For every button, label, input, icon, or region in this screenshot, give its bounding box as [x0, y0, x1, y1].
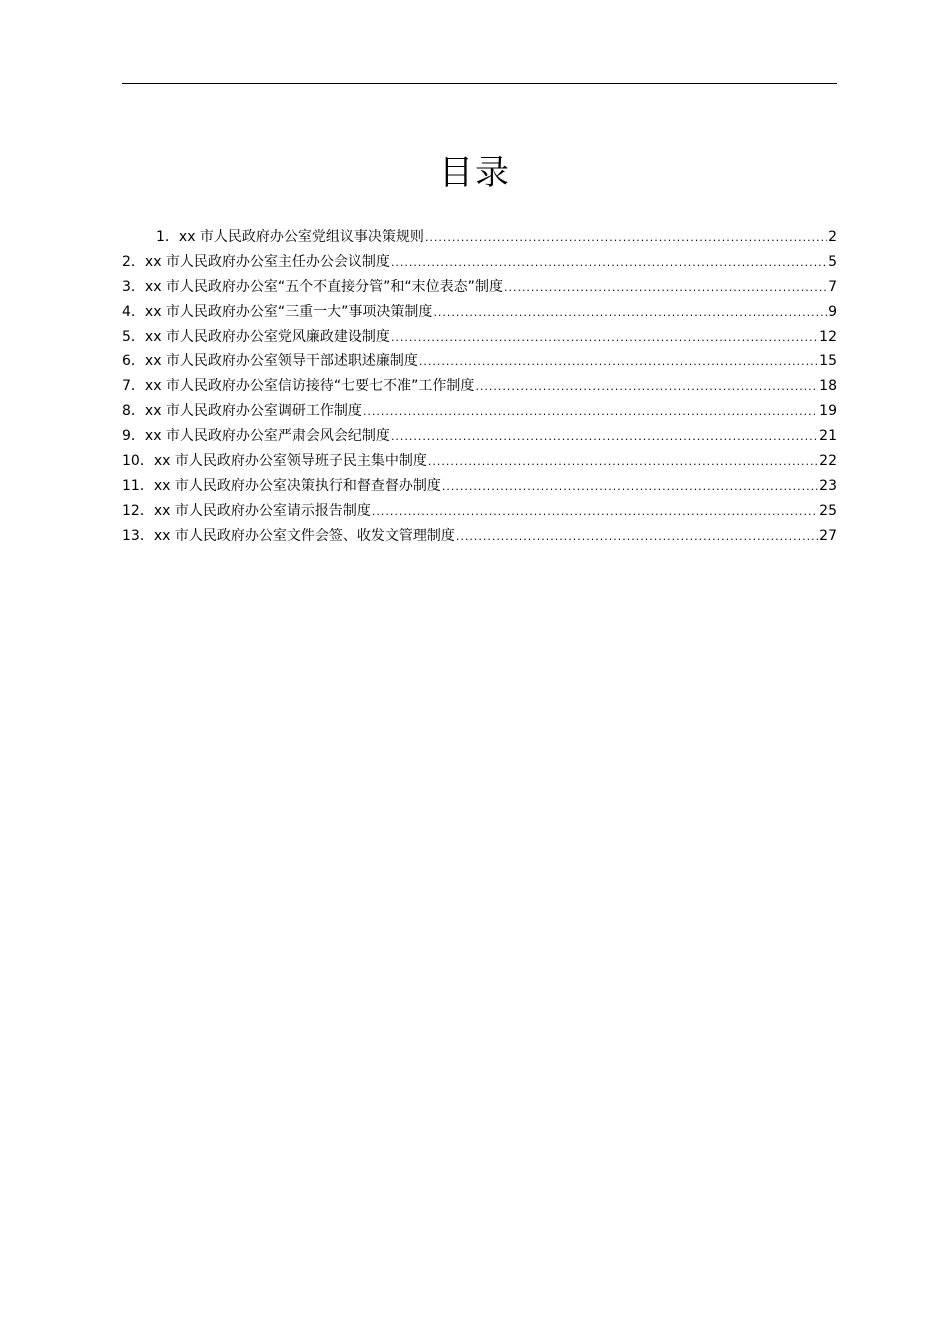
toc-entry-title: 9．xx 市人民政府办公室严肃会风会纪制度 — [122, 428, 390, 445]
table-of-contents — [122, 225, 837, 549]
toc-entry-title: 6．xx 市人民政府办公室领导干部述职述廉制度 — [122, 353, 418, 370]
toc-title: 目录 — [439, 153, 511, 193]
toc-entry[interactable] — [122, 374, 837, 399]
toc-leader-dots — [504, 276, 827, 300]
toc-leader-dots — [363, 400, 818, 424]
toc-entry-page: 12 — [819, 328, 837, 345]
toc-entry-page: 5 — [828, 253, 837, 270]
toc-entry[interactable] — [122, 225, 837, 250]
toc-leader-dots — [419, 350, 818, 374]
toc-entry-page: 19 — [819, 403, 837, 420]
toc-leader-dots — [391, 425, 818, 449]
toc-entry-title: 11．xx 市人民政府办公室决策执行和督查督办制度 — [122, 477, 441, 494]
toc-entry[interactable] — [122, 474, 837, 499]
toc-entry-page: 23 — [819, 477, 837, 494]
toc-entry-title: 1．xx 市人民政府办公室党组议事决策规则 — [156, 229, 424, 245]
toc-entry-page: 25 — [819, 502, 837, 519]
toc-entry[interactable] — [122, 349, 837, 374]
toc-entry-title: 5．xx 市人民政府办公室党风廉政建设制度 — [122, 328, 390, 345]
toc-leader-dots — [456, 525, 818, 549]
toc-entry[interactable] — [122, 275, 837, 300]
toc-leader-dots — [372, 500, 818, 524]
toc-leader-dots — [442, 475, 818, 499]
toc-leader-dots — [391, 251, 827, 275]
toc-entry-page: 27 — [819, 527, 837, 544]
toc-entry-page: 15 — [819, 353, 837, 370]
toc-entry-title: 3．xx 市人民政府办公室“五个不直接分管”和“末位表态”制度 — [122, 278, 503, 295]
toc-entry[interactable] — [122, 424, 837, 449]
toc-entry-page: 7 — [828, 278, 837, 295]
toc-leader-dots — [433, 301, 827, 325]
toc-entry-title: 7．xx 市人民政府办公室信访接待“七要七不准”工作制度 — [122, 378, 475, 395]
toc-leader-dots — [428, 450, 818, 474]
toc-entry[interactable] — [122, 399, 837, 424]
toc-entry[interactable] — [122, 524, 837, 549]
toc-entry-page: 18 — [819, 378, 837, 395]
header-rule — [122, 83, 837, 84]
toc-entry-title: 2．xx 市人民政府办公室主任办公会议制度 — [122, 253, 390, 270]
toc-entry[interactable] — [122, 449, 837, 474]
toc-entry-page: 21 — [819, 428, 837, 445]
toc-leader-dots — [475, 375, 818, 399]
toc-entry-title: 12．xx 市人民政府办公室请示报告制度 — [122, 502, 371, 519]
toc-entry-title: 13．xx 市人民政府办公室文件会签、收发文管理制度 — [122, 527, 455, 544]
toc-entry-title: 10．xx 市人民政府办公室领导班子民主集中制度 — [122, 453, 427, 470]
toc-entry-title: 8．xx 市人民政府办公室调研工作制度 — [122, 403, 362, 420]
toc-entry-page: 22 — [819, 453, 837, 470]
toc-entry[interactable] — [122, 250, 837, 275]
toc-entry[interactable] — [122, 499, 837, 524]
toc-leader-dots — [391, 326, 818, 350]
toc-entry-page: 9 — [828, 303, 837, 320]
toc-entry[interactable] — [122, 325, 837, 350]
toc-entry[interactable] — [122, 300, 837, 325]
toc-entry-title: 4．xx 市人民政府办公室“三重一大”事项决策制度 — [122, 303, 433, 320]
toc-entry-page: 2 — [828, 229, 837, 245]
toc-leader-dots — [425, 226, 827, 250]
